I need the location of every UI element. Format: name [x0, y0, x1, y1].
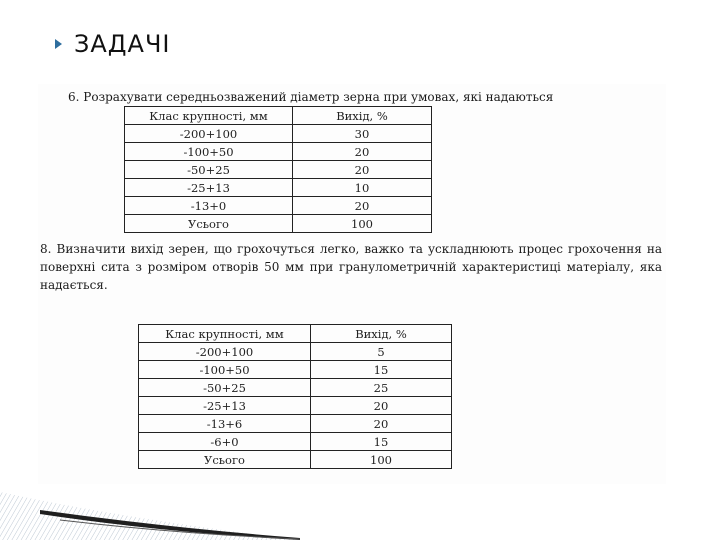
- table-row-total: [125, 215, 432, 233]
- title-text: ЗАДАЧІ: [74, 30, 171, 58]
- cell-class: -200+100: [139, 343, 311, 361]
- cell-yield: 15: [311, 361, 452, 379]
- cell-class: -25+13: [125, 179, 293, 197]
- cell-class: -50+25: [139, 379, 311, 397]
- task6-table: [124, 106, 432, 233]
- table-row: [139, 415, 452, 433]
- decorative-swoosh: [0, 440, 300, 540]
- cell-yield: 30: [293, 125, 432, 143]
- cell-yield: 5: [311, 343, 452, 361]
- task8-paragraph: 8. Визначити вихід зерен, що грохочуться легко, важко та ускладнюють процес грохочення на поверхні сита з розміром отворів 50 мм при гранулометричній характеристиці матеріалу, яка надається.: [40, 242, 662, 292]
- table-row: [139, 379, 452, 397]
- document-image: [38, 84, 666, 484]
- header-class: Клас крупності, мм: [139, 325, 311, 343]
- cell-yield: 15: [311, 433, 452, 451]
- task8-text: [40, 240, 662, 294]
- table-row: [139, 343, 452, 361]
- cell-yield: 10: [293, 179, 432, 197]
- table-row: [125, 179, 432, 197]
- cell-class: Усього: [125, 215, 293, 233]
- cell-yield: 25: [311, 379, 452, 397]
- cell-yield: 20: [293, 197, 432, 215]
- cell-yield: 20: [293, 161, 432, 179]
- cell-yield: 20: [311, 415, 452, 433]
- header-yield: Вихід, %: [311, 325, 452, 343]
- header-yield: Вихід, %: [293, 107, 432, 125]
- table-row: [139, 361, 452, 379]
- cell-class: -100+50: [139, 361, 311, 379]
- task6-text: 6. Розрахувати середньозважений діаметр зерна при умовах, які надаються: [68, 90, 554, 104]
- cell-yield: 20: [293, 143, 432, 161]
- table-header-row: [125, 107, 432, 125]
- header-class: Клас крупності, мм: [125, 107, 293, 125]
- cell-class: -6+0: [139, 433, 311, 451]
- table-row: [125, 161, 432, 179]
- cell-class: Усього: [139, 451, 311, 469]
- cell-class: -13+0: [125, 197, 293, 215]
- cell-yield: 20: [311, 397, 452, 415]
- cell-class: -25+13: [139, 397, 311, 415]
- triangle-bullet-icon: [55, 39, 62, 49]
- table-row: [139, 397, 452, 415]
- cell-class: -100+50: [125, 143, 293, 161]
- table-row: [125, 197, 432, 215]
- cell-yield: 100: [311, 451, 452, 469]
- hatch-swoosh: [0, 492, 300, 540]
- table-row: [125, 125, 432, 143]
- cell-class: -13+6: [139, 415, 311, 433]
- slide-title: [55, 30, 171, 58]
- table-header-row: [139, 325, 452, 343]
- cell-class: -50+25: [125, 161, 293, 179]
- table-row: [125, 143, 432, 161]
- cell-class: -200+100: [125, 125, 293, 143]
- cell-yield: 100: [293, 215, 432, 233]
